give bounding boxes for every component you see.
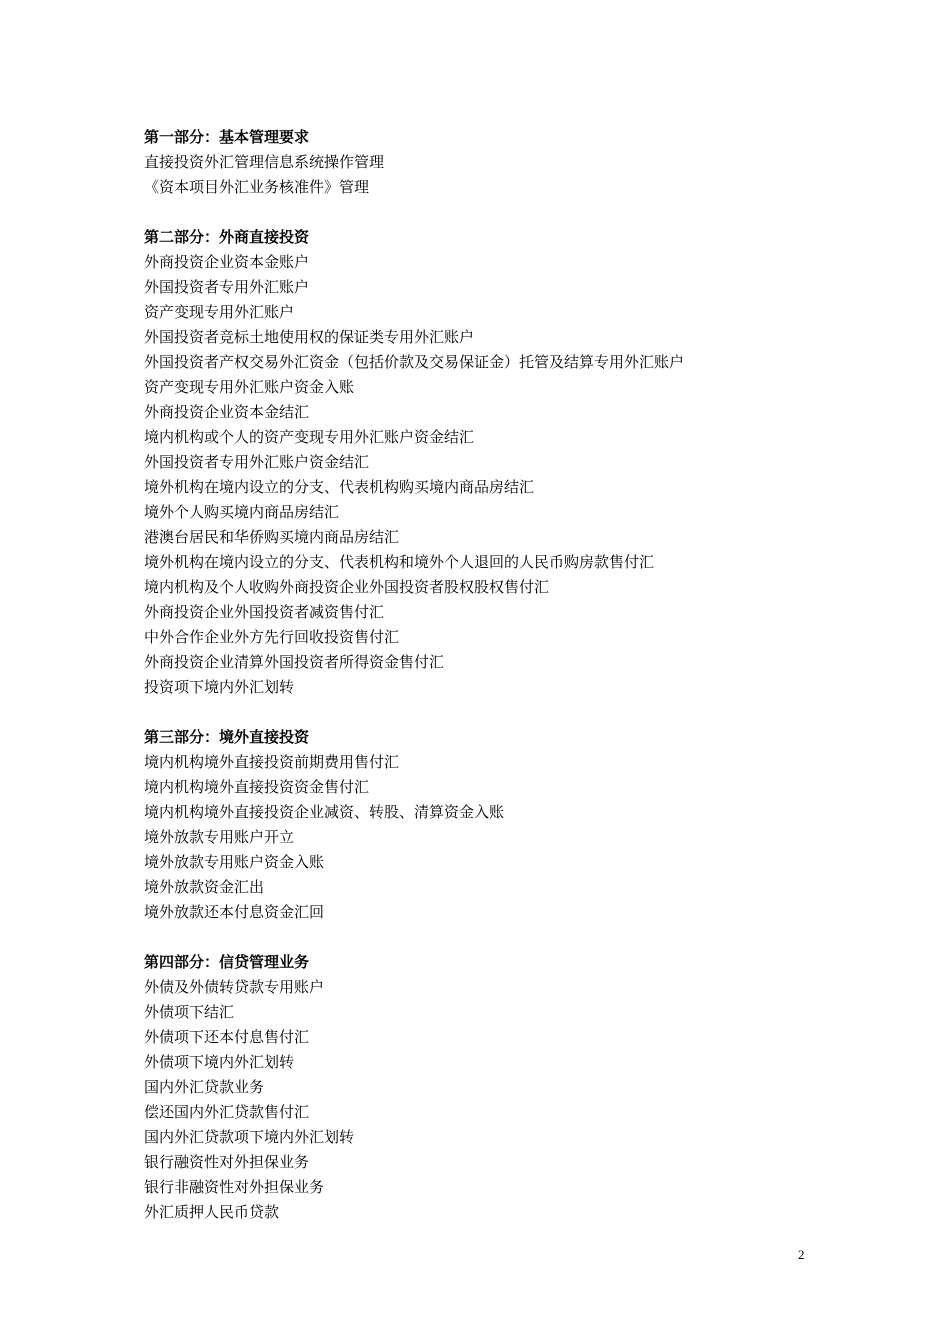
list-item: 资产变现专用外汇账户	[144, 303, 295, 321]
list-item: 《资本项目外汇业务核准件》管理	[144, 178, 370, 196]
section-title: 第一部分：基本管理要求	[144, 128, 310, 146]
list-item: 外债项下还本付息售付汇	[144, 1028, 310, 1046]
list-item: 外国投资者竞标土地使用权的保证类专用外汇账户	[144, 328, 475, 346]
list-item: 境外机构在境内设立的分支、代表机构购买境内商品房结汇	[144, 478, 535, 496]
section-title: 第三部分：境外直接投资	[144, 728, 310, 746]
list-item: 境外放款专用账户开立	[144, 828, 295, 846]
list-item: 境外机构在境内设立的分支、代表机构和境外个人退回的人民币购房款售付汇	[144, 553, 655, 571]
list-item: 国内外汇贷款项下境内外汇划转	[144, 1128, 355, 1146]
list-item: 外商投资企业清算外国投资者所得资金售付汇	[144, 653, 445, 671]
page-number: 2	[798, 1247, 805, 1262]
list-item: 中外合作企业外方先行回收投资售付汇	[144, 628, 400, 646]
list-item: 境外放款还本付息资金汇回	[144, 903, 325, 921]
list-item: 外商投资企业外国投资者减资售付汇	[144, 603, 385, 621]
list-item: 境内机构或个人的资产变现专用外汇账户资金结汇	[144, 428, 475, 446]
list-item: 境外放款资金汇出	[144, 878, 265, 896]
list-item: 港澳台居民和华侨购买境内商品房结汇	[144, 528, 400, 546]
list-item: 外商投资企业资本金账户	[144, 253, 310, 271]
list-item: 外债项下境内外汇划转	[144, 1053, 295, 1071]
list-item: 外汇质押人民币贷款	[144, 1203, 280, 1221]
list-item: 境内机构境外直接投资资金售付汇	[144, 778, 370, 796]
section-title: 第二部分：外商直接投资	[144, 228, 310, 246]
list-item: 境内机构境外直接投资企业减资、转股、清算资金入账	[144, 803, 505, 821]
list-item: 境内机构及个人收购外商投资企业外国投资者股权股权售付汇	[144, 578, 550, 596]
list-item: 境外放款专用账户资金入账	[144, 853, 325, 871]
list-item: 投资项下境内外汇划转	[144, 678, 295, 696]
list-item: 银行融资性对外担保业务	[144, 1153, 310, 1171]
list-item: 外商投资企业资本金结汇	[144, 403, 310, 421]
list-item: 外国投资者专用外汇账户	[144, 278, 310, 296]
list-item: 境内机构境外直接投资前期费用售付汇	[144, 753, 400, 771]
list-item: 银行非融资性对外担保业务	[144, 1178, 325, 1196]
table-of-contents	[144, 125, 844, 1250]
list-item: 偿还国内外汇贷款售付汇	[144, 1103, 310, 1121]
section-3	[144, 725, 844, 925]
list-item: 外债项下结汇	[144, 1003, 235, 1021]
section-4	[144, 950, 844, 1225]
list-item: 境外个人购买境内商品房结汇	[144, 503, 340, 521]
list-item: 国内外汇贷款业务	[144, 1078, 265, 1096]
list-item: 外国投资者专用外汇账户资金结汇	[144, 453, 370, 471]
list-item: 外债及外债转贷款专用账户	[144, 978, 325, 996]
list-item: 资产变现专用外汇账户资金入账	[144, 378, 355, 396]
section-1	[144, 125, 844, 200]
list-item: 直接投资外汇管理信息系统操作管理	[144, 153, 385, 171]
section-title: 第四部分：信贷管理业务	[144, 953, 310, 971]
list-item: 外国投资者产权交易外汇资金（包括价款及交易保证金）托管及结算专用外汇账户	[144, 353, 685, 371]
section-2	[144, 225, 844, 700]
